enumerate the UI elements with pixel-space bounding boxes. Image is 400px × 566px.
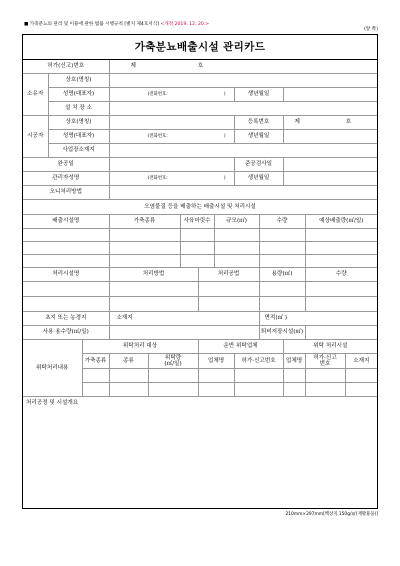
discharge-cell[interactable] <box>23 255 109 268</box>
consignment-section-label: 위탁처리내용 <box>23 340 82 397</box>
discharge-cell[interactable] <box>305 255 377 268</box>
consignment-sub-livestock: 가축종류 <box>82 354 109 369</box>
contractor-name-label: 상호(명칭) <box>48 116 109 130</box>
discharge-header-facility: 배출시설명 <box>23 215 109 229</box>
consignment-cell[interactable] <box>82 369 109 383</box>
consignment-cell[interactable] <box>148 383 198 397</box>
consignment-cell[interactable] <box>82 383 109 397</box>
owner-location-label: 설 치 장 소 <box>48 102 109 116</box>
completion-date-field[interactable] <box>109 158 234 172</box>
consignment-cell[interactable] <box>234 383 283 397</box>
treatment-cell[interactable] <box>198 282 259 297</box>
manager-name-field[interactable] <box>109 172 234 186</box>
manager-name-label: 관리자성명 <box>23 172 109 186</box>
manager-phone-end: ) <box>223 176 226 181</box>
contractor-phone-end: ) <box>223 134 226 139</box>
contractor-phone-label: (전화번호: <box>147 134 168 139</box>
process-overview-area[interactable] <box>23 397 377 468</box>
treatment-cell[interactable] <box>109 297 198 312</box>
discharge-cell[interactable] <box>180 242 214 255</box>
treatment-cell[interactable] <box>23 297 109 312</box>
law-reference <box>24 21 209 27</box>
consignment-target-label: 위탁처리 대상 <box>82 340 198 354</box>
discharge-header-expected: 예상배출량(㎥/일) <box>305 215 377 229</box>
permit-no-label: 허가(신고)번호 <box>23 60 109 74</box>
treatment-cell[interactable] <box>23 282 109 297</box>
discharge-cell[interactable] <box>23 229 109 242</box>
manager-birth-field[interactable] <box>283 172 377 186</box>
compost-tank-label: 퇴비저장시설(㎥) <box>259 326 305 340</box>
treatment-header-facility: 처리시설명 <box>23 268 109 282</box>
treatment-cell[interactable] <box>305 282 377 297</box>
consignment-sub-facility-permit: 허가·신고 번호 <box>305 354 345 369</box>
land-area-field[interactable] <box>259 312 377 326</box>
treatment-header-process: 처리공법 <box>198 268 259 282</box>
contractor-birth-label: 생년월일 <box>234 130 283 144</box>
discharge-section-title: 오염물질 등을 배출하는 배출시설 및 처리시설 <box>23 200 377 215</box>
treatment-header-method: 처리방법 <box>109 268 198 282</box>
treatment-cell[interactable] <box>259 297 305 312</box>
consignment-cell[interactable] <box>234 369 283 383</box>
owner-section-label: 소유자 <box>23 74 48 116</box>
consignment-sub-facility-address: 소재지 <box>345 354 377 369</box>
owner-phone-label: (전화번호: <box>147 92 168 97</box>
consignment-cell[interactable] <box>198 369 234 383</box>
land-location-label: 초지 또는 농경지 <box>23 312 109 326</box>
consignment-cell[interactable] <box>283 383 305 397</box>
treatment-cell[interactable] <box>198 297 259 312</box>
permit-no-suffix: 호 <box>197 63 204 70</box>
completion-date-label: 완공일 <box>23 158 109 172</box>
discharge-cell[interactable] <box>259 255 305 268</box>
consignment-sub-type: 종류 <box>109 354 148 369</box>
contractor-reg-prefix: 제 <box>294 119 300 126</box>
owner-phone-end: ) <box>223 92 226 97</box>
law-text: ■ 가축분뇨의 관리 및 이용에 관한 법률 시행규칙 [별지 제4호서식] <box>24 22 159 27</box>
discharge-cell[interactable] <box>180 229 214 242</box>
contractor-section-label: 시공자 <box>23 116 48 158</box>
contractor-reg-field[interactable] <box>283 116 377 130</box>
discharge-cell[interactable] <box>214 242 259 255</box>
page-side-label: (앞 쪽) <box>364 27 378 32</box>
contractor-birth-field[interactable] <box>283 130 377 144</box>
form-grid <box>23 60 377 467</box>
land-address-label: 소재지 <box>116 315 133 322</box>
management-card-form <box>22 34 378 509</box>
revision-date: <개정 2019. 12. 20.> <box>160 22 210 27</box>
discharge-header-head-count: 사육마릿수 <box>180 215 214 229</box>
discharge-cell[interactable] <box>109 229 180 242</box>
treatment-header-capacity: 용량(㎥) <box>259 268 305 282</box>
compost-tank-field[interactable] <box>305 326 377 340</box>
consignment-facility-label: 위탁 처리시설 <box>283 340 377 354</box>
owner-name-field[interactable] <box>109 74 377 88</box>
discharge-cell[interactable] <box>214 255 259 268</box>
contractor-rep-label: 성명(대표자) <box>48 130 109 144</box>
owner-birth-label: 생년월일 <box>234 88 283 102</box>
discharge-header-quantity: 수량 <box>259 215 305 229</box>
treatment-cell[interactable] <box>109 282 198 297</box>
discharge-cell[interactable] <box>259 229 305 242</box>
land-area-label: 면적(㎡ ) <box>264 315 288 322</box>
consignment-cell[interactable] <box>345 383 377 397</box>
water-amount-field[interactable] <box>109 326 259 340</box>
manager-phone-label: (전화번호: <box>147 176 168 181</box>
consignment-sub-transport-permit: 허가·신고번호 <box>234 354 283 369</box>
owner-name-label: 상호(명칭) <box>48 74 109 88</box>
odor-method-label: 오니처리방법 <box>23 186 109 200</box>
permit-no-field[interactable] <box>109 60 377 74</box>
odor-method-field[interactable] <box>109 186 377 200</box>
discharge-cell[interactable] <box>180 255 214 268</box>
contractor-reg-suffix: 호 <box>345 119 352 126</box>
permit-no-prefix: 제 <box>130 63 136 70</box>
discharge-cell[interactable] <box>214 229 259 242</box>
form-title: 가축분뇨배출시설 관리카드 <box>23 35 377 60</box>
owner-birth-field[interactable] <box>283 88 377 102</box>
contractor-address-field[interactable] <box>109 144 377 158</box>
treatment-header-quantity: 수량 <box>305 268 377 282</box>
consignment-sub-facility-company: 업체명 <box>283 354 305 369</box>
treatment-cell[interactable] <box>305 297 377 312</box>
discharge-cell[interactable] <box>259 242 305 255</box>
consignment-sub-amount: 위탁량 (㎥/일) <box>148 354 198 369</box>
consignment-cell[interactable] <box>305 383 345 397</box>
paper-spec: 210mm×297mm[백상지 150g/㎡(재활용품)] <box>285 512 378 517</box>
inspection-date-field[interactable] <box>283 158 377 172</box>
discharge-header-scale: 규모(㎡) <box>214 215 259 229</box>
inspection-date-label: 준공검사일 <box>234 158 283 172</box>
contractor-address-label: 사업장소재지 <box>48 144 109 158</box>
contractor-name-field[interactable] <box>109 116 234 130</box>
consignment-cell[interactable] <box>109 383 148 397</box>
discharge-cell[interactable] <box>109 242 180 255</box>
water-amount-label: 사용 용수량(㎥/일) <box>23 326 109 340</box>
consignment-cell[interactable] <box>345 369 377 383</box>
manager-birth-label: 생년월일 <box>234 172 283 186</box>
contractor-reg-label: 등록번호 <box>234 116 283 130</box>
consignment-cell[interactable] <box>198 383 234 397</box>
consignment-transport-label: 운반 위탁업체 <box>198 340 283 354</box>
process-overview-label: 처리공정 및 시설개요 <box>26 400 79 406</box>
owner-rep-label: 성명(대표자) <box>48 88 109 102</box>
discharge-cell[interactable] <box>305 242 377 255</box>
consignment-cell[interactable] <box>109 369 148 383</box>
discharge-header-livestock: 가축종류 <box>109 215 180 229</box>
consignment-cell[interactable] <box>283 369 305 383</box>
owner-location-field[interactable] <box>109 102 377 116</box>
discharge-cell[interactable] <box>305 229 377 242</box>
owner-rep-field[interactable] <box>109 88 234 102</box>
consignment-cell[interactable] <box>148 369 198 383</box>
treatment-cell[interactable] <box>259 282 305 297</box>
discharge-cell[interactable] <box>23 242 109 255</box>
consignment-sub-transport-company: 업체명 <box>198 354 234 369</box>
consignment-cell[interactable] <box>305 369 345 383</box>
discharge-cell[interactable] <box>109 255 180 268</box>
contractor-rep-field[interactable] <box>109 130 234 144</box>
land-address-field[interactable] <box>109 312 259 326</box>
